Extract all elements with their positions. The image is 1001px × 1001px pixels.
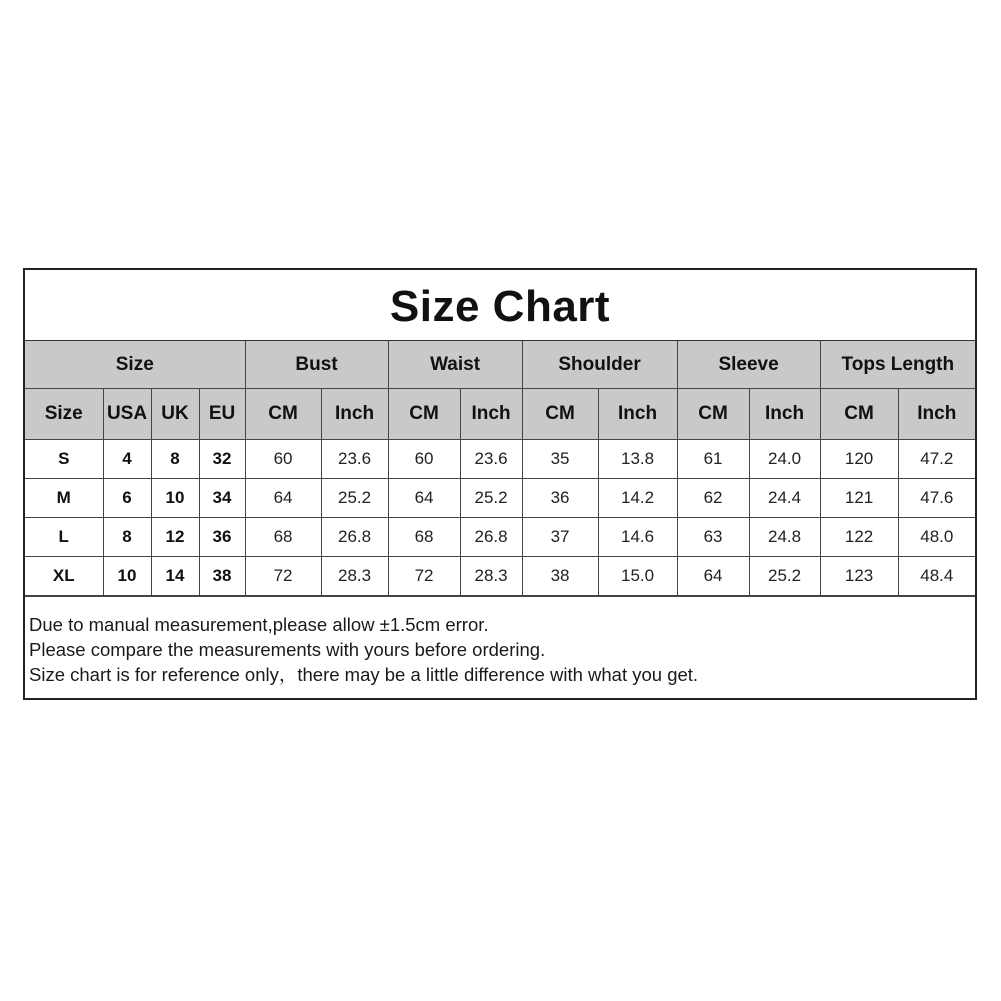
cell-shoulder-cm: 38 <box>522 557 598 596</box>
cell-waist-inch: 26.8 <box>460 518 522 557</box>
unit-header-size: Size <box>25 389 103 440</box>
cell-sleeve-inch: 24.0 <box>749 440 820 479</box>
cell-size: S <box>25 440 103 479</box>
cell-waist-cm: 64 <box>388 479 460 518</box>
cell-uk: 12 <box>151 518 199 557</box>
table-row <box>25 479 975 518</box>
cell-shoulder-inch: 14.6 <box>598 518 677 557</box>
cell-tops-length-cm: 120 <box>820 440 898 479</box>
cell-waist-cm: 68 <box>388 518 460 557</box>
chart-title: Size Chart <box>25 270 975 341</box>
size-table <box>25 341 975 596</box>
cell-bust-inch: 28.3 <box>321 557 388 596</box>
cell-size: M <box>25 479 103 518</box>
unit-header-tops-length-inch: Inch <box>898 389 975 440</box>
cell-eu: 34 <box>199 479 245 518</box>
unit-header-row <box>25 389 975 440</box>
cell-tops-length-cm: 121 <box>820 479 898 518</box>
table-row <box>25 518 975 557</box>
cell-shoulder-cm: 36 <box>522 479 598 518</box>
unit-header-shoulder-cm: CM <box>522 389 598 440</box>
group-header-row <box>25 341 975 389</box>
cell-eu: 36 <box>199 518 245 557</box>
unit-header-uk: UK <box>151 389 199 440</box>
unit-header-bust-cm: CM <box>245 389 321 440</box>
cell-usa: 10 <box>103 557 151 596</box>
unit-header-eu: EU <box>199 389 245 440</box>
cell-sleeve-cm: 63 <box>677 518 749 557</box>
group-header-shoulder: Shoulder <box>522 341 677 389</box>
note-line: Please compare the measurements with yours before ordering. <box>29 639 546 660</box>
cell-waist-cm: 60 <box>388 440 460 479</box>
group-header-waist: Waist <box>388 341 522 389</box>
cell-shoulder-inch: 13.8 <box>598 440 677 479</box>
cell-sleeve-inch: 25.2 <box>749 557 820 596</box>
cell-sleeve-inch: 24.4 <box>749 479 820 518</box>
cell-uk: 8 <box>151 440 199 479</box>
cell-bust-cm: 60 <box>245 440 321 479</box>
cell-bust-inch: 23.6 <box>321 440 388 479</box>
cell-size: XL <box>25 557 103 596</box>
note-line: Due to manual measurement,please allow ±1.5cm error. <box>29 614 489 635</box>
cell-tops-length-cm: 123 <box>820 557 898 596</box>
cell-tops-length-inch: 47.2 <box>898 440 975 479</box>
cell-usa: 8 <box>103 518 151 557</box>
cell-bust-cm: 64 <box>245 479 321 518</box>
unit-header-sleeve-inch: Inch <box>749 389 820 440</box>
cell-waist-inch: 25.2 <box>460 479 522 518</box>
group-header-size: Size <box>25 341 245 389</box>
cell-tops-length-inch: 47.6 <box>898 479 975 518</box>
cell-waist-inch: 23.6 <box>460 440 522 479</box>
cell-waist-cm: 72 <box>388 557 460 596</box>
table-row <box>25 440 975 479</box>
cell-bust-inch: 26.8 <box>321 518 388 557</box>
group-header-sleeve: Sleeve <box>677 341 820 389</box>
cell-shoulder-cm: 35 <box>522 440 598 479</box>
unit-header-waist-inch: Inch <box>460 389 522 440</box>
unit-header-tops-length-cm: CM <box>820 389 898 440</box>
cell-uk: 14 <box>151 557 199 596</box>
cell-tops-length-inch: 48.4 <box>898 557 975 596</box>
unit-header-sleeve-cm: CM <box>677 389 749 440</box>
unit-header-waist-cm: CM <box>388 389 460 440</box>
group-header-tops-length: Tops Length <box>820 341 975 389</box>
cell-sleeve-inch: 24.8 <box>749 518 820 557</box>
note-line: Size chart is for reference only，there may be a little difference with what you get. <box>29 664 699 685</box>
measurement-notes <box>25 596 975 687</box>
cell-bust-cm: 68 <box>245 518 321 557</box>
unit-header-bust-inch: Inch <box>321 389 388 440</box>
cell-usa: 6 <box>103 479 151 518</box>
cell-bust-cm: 72 <box>245 557 321 596</box>
cell-tops-length-inch: 48.0 <box>898 518 975 557</box>
table-row <box>25 557 975 596</box>
cell-eu: 32 <box>199 440 245 479</box>
cell-eu: 38 <box>199 557 245 596</box>
unit-header-shoulder-inch: Inch <box>598 389 677 440</box>
cell-sleeve-cm: 61 <box>677 440 749 479</box>
unit-header-usa: USA <box>103 389 151 440</box>
cell-shoulder-inch: 15.0 <box>598 557 677 596</box>
cell-sleeve-cm: 62 <box>677 479 749 518</box>
cell-shoulder-inch: 14.2 <box>598 479 677 518</box>
size-chart <box>23 268 977 700</box>
cell-waist-inch: 28.3 <box>460 557 522 596</box>
group-header-bust: Bust <box>245 341 388 389</box>
cell-tops-length-cm: 122 <box>820 518 898 557</box>
cell-sleeve-cm: 64 <box>677 557 749 596</box>
cell-size: L <box>25 518 103 557</box>
cell-bust-inch: 25.2 <box>321 479 388 518</box>
cell-shoulder-cm: 37 <box>522 518 598 557</box>
cell-uk: 10 <box>151 479 199 518</box>
cell-usa: 4 <box>103 440 151 479</box>
